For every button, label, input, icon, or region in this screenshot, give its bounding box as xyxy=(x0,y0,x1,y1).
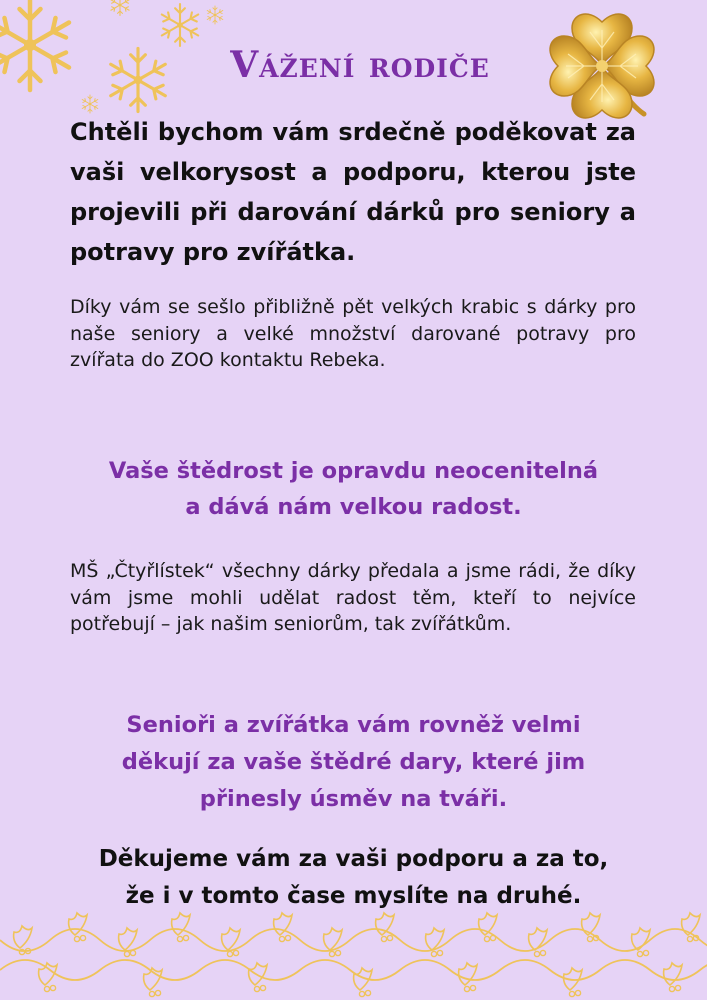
highlight-2 xyxy=(40,707,667,818)
thanks-line-1: Děkujeme vám za vaši podporu a za to, xyxy=(98,846,609,872)
body-paragraph-2: MŠ „Čtyřlístek“ všechny dárky předala a jsme rádi, že díky vám jsme mohli udělat radost těm, kteří to nejvíce potřebují – jak našim seniorům, tak zvířátkům. xyxy=(70,560,636,635)
highlight-1 xyxy=(40,453,667,525)
thanks-line-2: že i v tomto čase myslíte na druhé. xyxy=(125,883,582,909)
holly-garland-border xyxy=(0,913,707,997)
lead-paragraph: Chtěli bychom vám srdečně poděkovat za vaši velkorysost a podporu, kterou jste projevili při darování dárků pro seniory a potravy pro zvířátka. xyxy=(70,118,636,266)
highlight-1-line-2: a dává nám velkou radost. xyxy=(185,494,522,520)
page-title: Vážení rodiče xyxy=(230,44,490,86)
highlight-2-line-3: přinesly úsměv na tváři. xyxy=(199,786,508,812)
body-paragraph-1: Díky vám se sešlo přibližně pět velkých krabic s dárky pro naše seniory a velké množství darované potravy pro zvířata do ZOO kontaktu Rebeka. xyxy=(70,296,636,371)
closing-thanks xyxy=(40,841,667,915)
highlight-2-line-1: Senioři a zvířátka vám rovněž velmi xyxy=(126,712,581,738)
highlight-2-line-2: děkují za vaše štědré dary, které jim xyxy=(121,749,586,775)
highlight-1-line-1: Vaše štědrost je opravdu neocenitelná xyxy=(108,458,599,484)
